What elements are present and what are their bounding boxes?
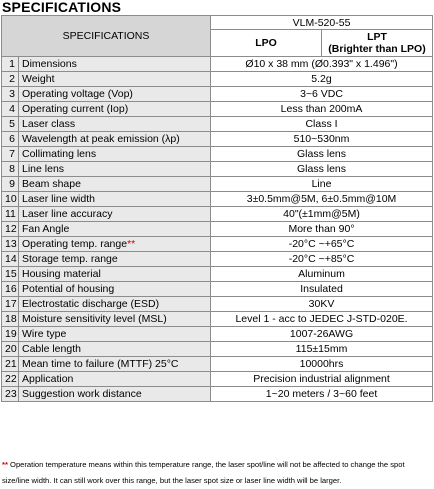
table-row — [2, 387, 433, 402]
row-number: 2 — [2, 72, 19, 87]
row-label — [19, 177, 211, 192]
row-value: Precision industrial alignment — [211, 372, 433, 387]
row-value: 510~530nm — [211, 132, 433, 147]
header-lpt — [322, 30, 433, 57]
row-label-text: Moisture sensitivity level (MSL) — [22, 313, 167, 325]
row-label — [19, 252, 211, 267]
row-label-text: Wire type — [22, 328, 67, 340]
row-value: Aluminum — [211, 267, 433, 282]
table-row — [2, 327, 433, 342]
row-value: 30KV — [211, 297, 433, 312]
header-specifications: SPECIFICATIONS — [2, 16, 211, 57]
table-row — [2, 252, 433, 267]
row-label-text: Dimensions — [22, 58, 77, 70]
header-model: VLM-520-55 — [211, 16, 433, 30]
row-value: Glass lens — [211, 147, 433, 162]
footnote-asterisk: ** — [127, 238, 136, 250]
row-label — [19, 357, 211, 372]
table-row — [2, 342, 433, 357]
header-lpt-line1: LPT — [367, 31, 387, 43]
table-row — [2, 132, 433, 147]
row-label — [19, 342, 211, 357]
row-number: 6 — [2, 132, 19, 147]
row-number: 16 — [2, 282, 19, 297]
table-row — [2, 72, 433, 87]
row-number: 19 — [2, 327, 19, 342]
header-row-model — [2, 16, 433, 30]
table-row — [2, 237, 433, 252]
row-number: 20 — [2, 342, 19, 357]
table-row — [2, 267, 433, 282]
row-value: -20°C ~+85°C — [211, 252, 433, 267]
row-number: 21 — [2, 357, 19, 372]
row-value: 1007-26AWG — [211, 327, 433, 342]
table-row — [2, 372, 433, 387]
row-label-text: Operating current (Iop) — [22, 103, 129, 115]
row-number: 8 — [2, 162, 19, 177]
row-number: 17 — [2, 297, 19, 312]
row-label — [19, 387, 211, 402]
footnote — [2, 457, 432, 489]
row-label — [19, 87, 211, 102]
row-number: 14 — [2, 252, 19, 267]
row-label-text: Collimating lens — [22, 148, 97, 160]
row-label — [19, 162, 211, 177]
row-number: 4 — [2, 102, 19, 117]
row-number: 18 — [2, 312, 19, 327]
footnote-text: Operation temperature means within this temperature range, the laser spot/line will not be affected to change the spot size/line width. It can still work over this range, but the laser spot size or laser line width will be larger. — [2, 460, 405, 485]
row-label — [19, 117, 211, 132]
row-number: 11 — [2, 207, 19, 222]
row-value: Glass lens — [211, 162, 433, 177]
table-row — [2, 222, 433, 237]
row-label — [19, 147, 211, 162]
table-row — [2, 57, 433, 72]
row-label — [19, 57, 211, 72]
page-title: SPECIFICATIONS — [2, 0, 122, 15]
row-number: 22 — [2, 372, 19, 387]
table-row — [2, 117, 433, 132]
row-label — [19, 192, 211, 207]
row-label-text: Laser line width — [22, 193, 95, 205]
row-label-text: Wavelength at peak emission (λp) — [22, 133, 180, 145]
table-row — [2, 162, 433, 177]
row-number: 12 — [2, 222, 19, 237]
row-value: Ø10 x 38 mm (Ø0.393" x 1.496") — [211, 57, 433, 72]
row-value: Insulated — [211, 282, 433, 297]
row-label — [19, 102, 211, 117]
row-label — [19, 327, 211, 342]
row-label — [19, 222, 211, 237]
row-label — [19, 237, 211, 252]
row-label-text: Potential of housing — [22, 283, 115, 295]
row-label-text: Weight — [22, 73, 55, 85]
row-value: 40"(±1mm@5M) — [211, 207, 433, 222]
specifications-table — [1, 15, 433, 402]
table-row — [2, 192, 433, 207]
row-label-text: Laser class — [22, 118, 76, 130]
footnote-mark: ** — [2, 460, 8, 469]
row-label-text: Fan Angle — [22, 223, 70, 235]
row-label-text: Housing material — [22, 268, 101, 280]
row-label — [19, 312, 211, 327]
row-label-text: Electrostatic discharge (ESD) — [22, 298, 160, 310]
row-label-text: Operating voltage (Vop) — [22, 88, 133, 100]
row-number: 9 — [2, 177, 19, 192]
row-label — [19, 267, 211, 282]
table-row — [2, 207, 433, 222]
row-label-text: Application — [22, 373, 74, 385]
row-label — [19, 72, 211, 87]
table-row — [2, 147, 433, 162]
table-row — [2, 102, 433, 117]
row-label — [19, 282, 211, 297]
table-row — [2, 177, 433, 192]
row-number: 5 — [2, 117, 19, 132]
table-row — [2, 312, 433, 327]
row-label-text: Mean time to failure (MTTF) 25°C — [22, 358, 179, 370]
row-label-text: Suggestion work distance — [22, 388, 142, 400]
row-value: Line — [211, 177, 433, 192]
header-lpt-line2: (Brighter than LPO) — [328, 43, 426, 55]
row-number: 7 — [2, 147, 19, 162]
row-value: More than 90° — [211, 222, 433, 237]
row-value: -20°C ~+65°C — [211, 237, 433, 252]
row-label — [19, 132, 211, 147]
row-number: 1 — [2, 57, 19, 72]
table-row — [2, 297, 433, 312]
row-value: Class I — [211, 117, 433, 132]
row-label-text: Laser line accuracy — [22, 208, 113, 220]
row-label-text: Line lens — [22, 163, 65, 175]
header-lpo: LPO — [211, 30, 322, 57]
row-label-text: Beam shape — [22, 178, 81, 190]
row-number: 13 — [2, 237, 19, 252]
row-value: Level 1 - acc to JEDEC J-STD-020E. — [211, 312, 433, 327]
row-number: 3 — [2, 87, 19, 102]
row-value: Less than 200mA — [211, 102, 433, 117]
row-value: 3±0.5mm@5M, 6±0.5mm@10M — [211, 192, 433, 207]
row-label-text: Storage temp. range — [22, 253, 118, 265]
row-value: 115±15mm — [211, 342, 433, 357]
row-value: 3~6 VDC — [211, 87, 433, 102]
row-label — [19, 297, 211, 312]
row-label-text: Operating temp. range — [22, 238, 128, 250]
table-row — [2, 87, 433, 102]
row-number: 15 — [2, 267, 19, 282]
row-value: 1~20 meters / 3~60 feet — [211, 387, 433, 402]
row-label — [19, 372, 211, 387]
row-label-text: Cable length — [22, 343, 81, 355]
table-row — [2, 282, 433, 297]
row-value: 10000hrs — [211, 357, 433, 372]
row-label — [19, 207, 211, 222]
row-number: 10 — [2, 192, 19, 207]
row-value: 5.2g — [211, 72, 433, 87]
row-number: 23 — [2, 387, 19, 402]
table-row — [2, 357, 433, 372]
